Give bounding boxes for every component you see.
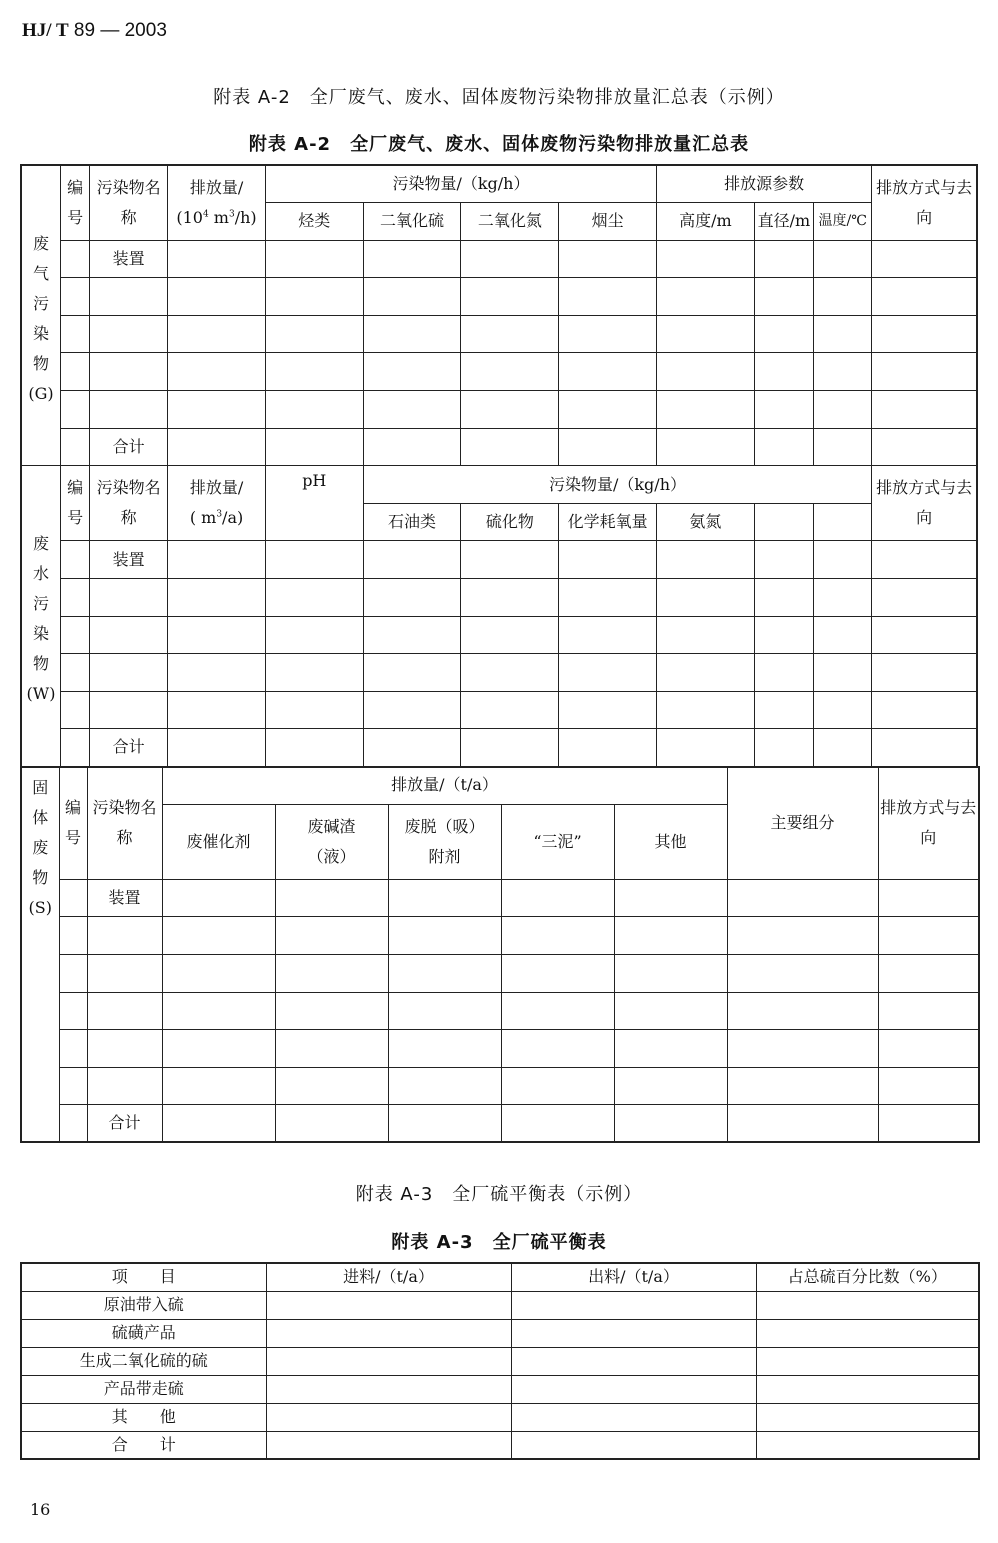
gas-dest-header: 排放方式与去向 <box>872 165 977 240</box>
gas-name-header: 污染物名称 <box>90 165 168 240</box>
water-name-header: 污染物名称 <box>90 466 168 541</box>
solid-type-header: 废催化剂 <box>162 804 275 879</box>
row-label: 原油带入硫 <box>21 1291 266 1319</box>
table-row <box>21 917 979 955</box>
table-row <box>21 428 977 466</box>
water-ph-header: pH <box>265 466 363 541</box>
water-dest-header: 排放方式与去向 <box>872 466 977 541</box>
solid-type-header: 废碱渣（液） <box>275 804 388 879</box>
column-header: 占总硫百分比数（%） <box>756 1263 979 1291</box>
water-no-header: 编号 <box>61 466 90 541</box>
table-row <box>21 240 977 278</box>
table-row <box>21 1431 979 1459</box>
water-pollutant-header: 氨氮 <box>657 503 755 541</box>
gas-section-label: 废 气 污 染 物 (G) <box>21 165 61 466</box>
table-row <box>21 541 977 579</box>
standard-code: HJ/ T 89 — 2003 <box>22 20 167 41</box>
solid-type-header: “三泥” <box>501 804 614 879</box>
table-row <box>21 691 977 729</box>
table-a2-caption: 附表 A-2 全厂废气、废水、固体废物污染物排放量汇总表 <box>248 134 750 155</box>
solid-rate-group-header: 排放量/（t/a） <box>162 767 727 805</box>
table-row <box>21 992 979 1030</box>
table-row <box>21 1291 979 1319</box>
table-row <box>21 579 977 617</box>
row-label: 产品带走硫 <box>21 1375 266 1403</box>
table-row <box>21 278 977 316</box>
table-a3-caption: 附表 A-3 全厂硫平衡表 <box>391 1232 607 1253</box>
table-row <box>21 654 977 692</box>
table-row <box>21 353 977 391</box>
column-header: 进料/（t/a） <box>266 1263 511 1291</box>
solid-no-header: 编号 <box>59 767 87 880</box>
table-row <box>21 1105 979 1143</box>
table-a2 <box>20 164 978 768</box>
water-section-label: 废 水 污 染 物 (W) <box>21 466 61 767</box>
table-row <box>21 391 977 429</box>
solid-dest-header: 排放方式与去向 <box>878 767 979 880</box>
table-row <box>21 1375 979 1403</box>
gas-pollutant-header: 烟尘 <box>559 203 657 241</box>
solid-type-header: 其他 <box>614 804 727 879</box>
water-rate-header: 排放量/ ( $m^3/a$) <box>168 466 266 541</box>
row-label: 合 计 <box>21 1431 266 1459</box>
column-header: 项 目 <box>21 1263 266 1291</box>
water-pollutant-header: 石油类 <box>363 503 461 541</box>
page-number: 16 <box>30 1500 51 1519</box>
table-row <box>21 1030 979 1068</box>
row-label: 其 他 <box>21 1403 266 1431</box>
solid-type-header: 废脱（吸）附剂 <box>388 804 501 879</box>
table-row <box>21 1067 979 1105</box>
table-row <box>21 616 977 654</box>
water-pollutant-header: 硫化物 <box>461 503 559 541</box>
gas-rate-header: 排放量/ ($10^4$ $m^3/h$) <box>168 165 266 240</box>
gas-no-header: 编号 <box>61 165 90 240</box>
table-a3 <box>20 1262 980 1460</box>
row-label: 合计 <box>87 1105 162 1143</box>
table-row <box>21 729 977 767</box>
gas-pollutant-group-header: 污染物量/（kg/h） <box>265 165 656 203</box>
column-header: 出料/（t/a） <box>511 1263 756 1291</box>
gas-source-param-header: 直径/m <box>754 203 813 241</box>
table-a2-example-caption: 附表 A-2 全厂废气、废水、固体废物污染物排放量汇总表（示例） <box>213 87 785 108</box>
row-label: 装置 <box>87 879 162 917</box>
table-row <box>21 1319 979 1347</box>
row-label: 装置 <box>90 240 168 278</box>
solid-section-label: 固 体 废 物 (S) <box>21 767 59 1143</box>
table-row <box>21 954 979 992</box>
table-a3-example-caption: 附表 A-3 全厂硫平衡表（示例） <box>355 1184 643 1205</box>
gas-pollutant-header: 二氧化氮 <box>461 203 559 241</box>
table-row <box>21 879 979 917</box>
gas-source-param-header: 高度/m <box>657 203 755 241</box>
solid-main-components-header: 主要组分 <box>727 767 878 880</box>
table-row <box>21 1403 979 1431</box>
table-a2-solid <box>20 766 980 1143</box>
gas-source-group-header: 排放源参数 <box>657 165 872 203</box>
gas-source-param-header: 温度/℃ <box>814 203 872 241</box>
gas-pollutant-header: 二氧化硫 <box>363 203 461 241</box>
table-row <box>21 1347 979 1375</box>
water-pollutant-group-header: 污染物量/（kg/h） <box>363 466 872 504</box>
table-header-row <box>21 1263 979 1291</box>
row-label: 生成二氧化硫的硫 <box>21 1347 266 1375</box>
gas-pollutant-header: 烃类 <box>265 203 363 241</box>
solid-name-header: 污染物名称 <box>87 767 162 880</box>
water-pollutant-header: 化学耗氧量 <box>559 503 657 541</box>
row-label: 硫磺产品 <box>21 1319 266 1347</box>
row-label: 装置 <box>90 541 168 579</box>
row-label: 合计 <box>90 729 168 767</box>
row-label: 合计 <box>90 428 168 466</box>
table-row <box>21 315 977 353</box>
